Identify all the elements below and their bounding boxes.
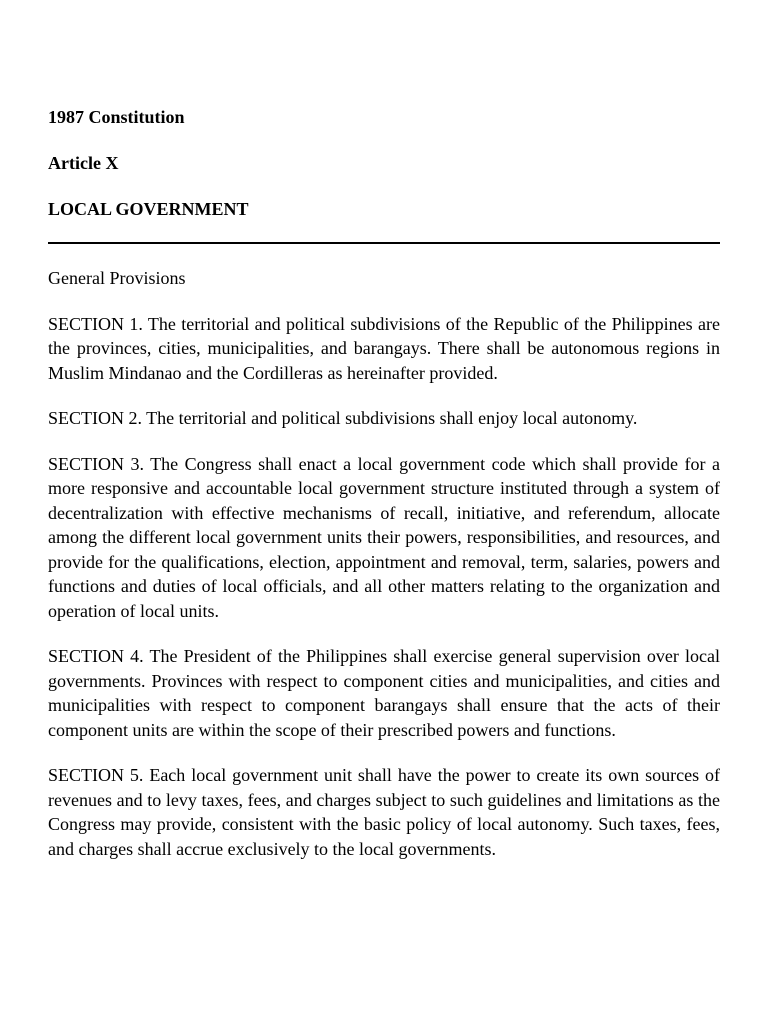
section-2-paragraph: SECTION 2. The territorial and political subdivisions shall enjoy local autonomy. [48,408,638,428]
article-heading: Article X [48,153,119,173]
section-1-paragraph: SECTION 1. The territorial and political subdivisions of the Republic of the Philippines are the provinces, cities, municipalities, and barangays. There shall be autonomous regions in Muslim Mindanao and the Cordilleras as hereinafter provided. [48,313,720,383]
constitution-heading: 1987 Constitution [48,107,185,127]
horizontal-rule [48,242,720,244]
document-body [48,266,720,882]
section-4-paragraph: SECTION 4. The President of the Philippines shall exercise general supervision over local governments. Provinces with respect to component cities and municipalities, and cities and municipalities with respect to component barangays shall ensure that the acts of their component units are within the scope of their prescribed powers and functions. [48,646,720,740]
section-5-paragraph: SECTION 5. Each local government unit shall have the power to create its own sources of revenues and to levy taxes, fees, and charges subject to such guidelines and limitations as the Congress may provide, consistent with the basic policy of local autonomy. Such taxes, fees, and charges shall accrue exclusively to the local governments. [48,765,720,859]
section-3-paragraph: SECTION 3. The Congress shall enact a local government code which shall provide for a more responsive and accountable local government structure instituted through a system of decentralization with effective mechanisms of recall, initiative, and referendum, allocate among the different local government units their powers, responsibilities, and resources, and provide for the qualifications, election, appointment and removal, term, salaries, powers and functions and duties of local officials, and all other matters relating to the organization and operation of local units. [48,453,720,621]
article-title: LOCAL GOVERNMENT [48,199,249,219]
section-group-heading: General Provisions [48,268,186,288]
